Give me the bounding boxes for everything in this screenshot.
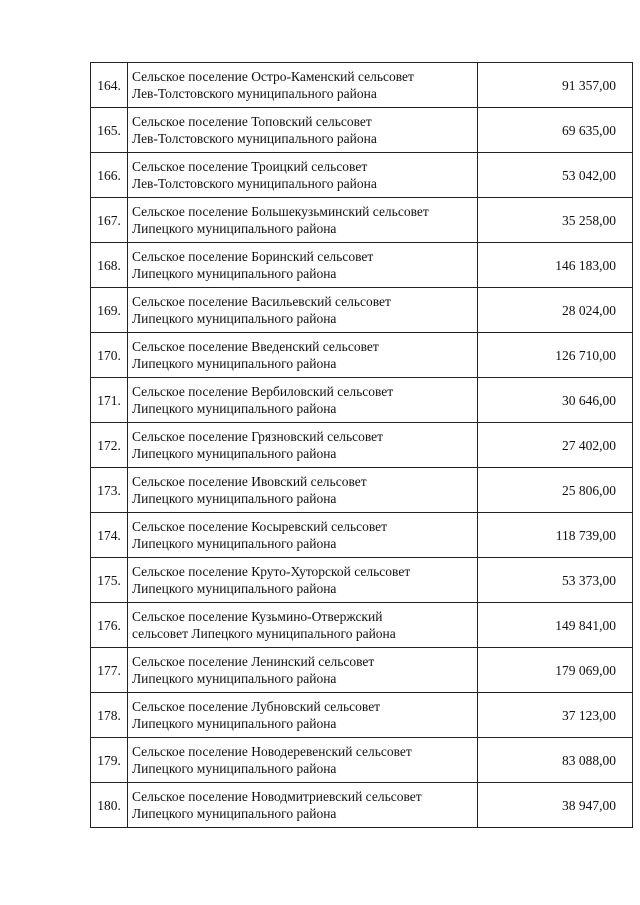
settlement-name (128, 603, 478, 648)
amount-value: 35 258,00 (478, 198, 633, 243)
table-row (91, 648, 633, 693)
amount-value: 53 373,00 (478, 558, 633, 603)
table-row (91, 63, 633, 108)
amount-value: 126 710,00 (478, 333, 633, 378)
row-number: 178. (91, 693, 128, 738)
row-number: 171. (91, 378, 128, 423)
amount-value: 53 042,00 (478, 153, 633, 198)
settlement-name-line1: Сельское поселение Большекузьминский сельсовет (132, 204, 429, 219)
row-number: 165. (91, 108, 128, 153)
settlement-name-line2: Лев-Толстовского муниципального района (132, 176, 377, 191)
row-number: 174. (91, 513, 128, 558)
settlement-name (128, 423, 478, 468)
settlement-name-line1: Сельское поселение Остро-Каменский сельсовет (132, 69, 414, 84)
settlement-name-line2: Лев-Толстовского муниципального района (132, 86, 377, 101)
settlement-name-line2: Липецкого муниципального района (132, 761, 337, 776)
amount-value: 37 123,00 (478, 693, 633, 738)
row-number: 170. (91, 333, 128, 378)
settlement-name-line2: сельсовет Липецкого муниципального района (132, 626, 396, 641)
settlement-name-line2: Липецкого муниципального района (132, 446, 337, 461)
settlement-name-line2: Липецкого муниципального района (132, 221, 337, 236)
settlement-name-line2: Липецкого муниципального района (132, 716, 337, 731)
table-row (91, 333, 633, 378)
amount-value: 38 947,00 (478, 783, 633, 828)
settlement-name (128, 783, 478, 828)
table-row (91, 783, 633, 828)
settlement-name (128, 108, 478, 153)
table-row (91, 513, 633, 558)
amount-value: 179 069,00 (478, 648, 633, 693)
row-number: 177. (91, 648, 128, 693)
row-number: 168. (91, 243, 128, 288)
settlement-name (128, 288, 478, 333)
settlement-name (128, 63, 478, 108)
settlement-name-line1: Сельское поселение Вербиловский сельсовет (132, 384, 394, 399)
row-number: 164. (91, 63, 128, 108)
settlement-name (128, 243, 478, 288)
row-number: 173. (91, 468, 128, 513)
settlement-name-line2: Липецкого муниципального района (132, 491, 337, 506)
budget-table (90, 62, 633, 828)
settlement-name-line2: Липецкого муниципального района (132, 671, 337, 686)
row-number: 176. (91, 603, 128, 648)
table-row (91, 108, 633, 153)
settlement-name (128, 333, 478, 378)
row-number: 179. (91, 738, 128, 783)
row-number: 166. (91, 153, 128, 198)
settlement-name (128, 513, 478, 558)
amount-value: 83 088,00 (478, 738, 633, 783)
settlement-name-line1: Сельское поселение Новодеревенский сельсовет (132, 744, 412, 759)
settlement-name-line2: Лев-Толстовского муниципального района (132, 131, 377, 146)
table-row (91, 198, 633, 243)
amount-value: 25 806,00 (478, 468, 633, 513)
row-number: 169. (91, 288, 128, 333)
table-row (91, 738, 633, 783)
amount-value: 149 841,00 (478, 603, 633, 648)
amount-value: 91 357,00 (478, 63, 633, 108)
table-row (91, 288, 633, 333)
amount-value: 27 402,00 (478, 423, 633, 468)
settlement-name-line2: Липецкого муниципального района (132, 536, 337, 551)
amount-value: 69 635,00 (478, 108, 633, 153)
settlement-name-line1: Сельское поселение Лубновский сельсовет (132, 699, 381, 714)
table-row (91, 243, 633, 288)
settlement-name-line1: Сельское поселение Новодмитриевский сельсовет (132, 789, 422, 804)
amount-value: 28 024,00 (478, 288, 633, 333)
settlement-name-line1: Сельское поселение Грязновский сельсовет (132, 429, 384, 444)
row-number: 167. (91, 198, 128, 243)
settlement-name-line1: Сельское поселение Боринский сельсовет (132, 249, 374, 264)
table-row (91, 423, 633, 468)
settlement-name-line1: Сельское поселение Троицкий сельсовет (132, 159, 368, 174)
settlement-name-line2: Липецкого муниципального района (132, 401, 337, 416)
settlement-name-line1: Сельское поселение Кузьмино-Отвержский (132, 609, 383, 624)
settlement-name-line2: Липецкого муниципального района (132, 806, 337, 821)
row-number: 180. (91, 783, 128, 828)
settlement-name-line1: Сельское поселение Топовский сельсовет (132, 114, 372, 129)
table-row (91, 603, 633, 648)
table-row (91, 153, 633, 198)
settlement-name-line1: Сельское поселение Косыревский сельсовет (132, 519, 388, 534)
settlement-name-line1: Сельское поселение Введенский сельсовет (132, 339, 379, 354)
settlement-name-line2: Липецкого муниципального района (132, 356, 337, 371)
amount-value: 118 739,00 (478, 513, 633, 558)
settlement-name (128, 738, 478, 783)
settlement-name (128, 648, 478, 693)
settlement-name-line2: Липецкого муниципального района (132, 311, 337, 326)
settlement-name (128, 153, 478, 198)
settlement-name (128, 378, 478, 423)
settlement-name (128, 558, 478, 603)
settlement-name-line1: Сельское поселение Ивовский сельсовет (132, 474, 367, 489)
settlement-name-line1: Сельское поселение Васильевский сельсовет (132, 294, 391, 309)
table-row (91, 378, 633, 423)
settlement-name-line2: Липецкого муниципального района (132, 266, 337, 281)
settlement-name-line1: Сельское поселение Круто-Хуторской сельсовет (132, 564, 411, 579)
amount-value: 146 183,00 (478, 243, 633, 288)
amount-value: 30 646,00 (478, 378, 633, 423)
settlement-name (128, 693, 478, 738)
settlement-name-line2: Липецкого муниципального района (132, 581, 337, 596)
settlement-name (128, 198, 478, 243)
table-body (91, 63, 633, 828)
settlement-name-line1: Сельское поселение Ленинский сельсовет (132, 654, 375, 669)
row-number: 175. (91, 558, 128, 603)
table-row (91, 468, 633, 513)
table-row (91, 693, 633, 738)
settlement-name (128, 468, 478, 513)
row-number: 172. (91, 423, 128, 468)
table-row (91, 558, 633, 603)
